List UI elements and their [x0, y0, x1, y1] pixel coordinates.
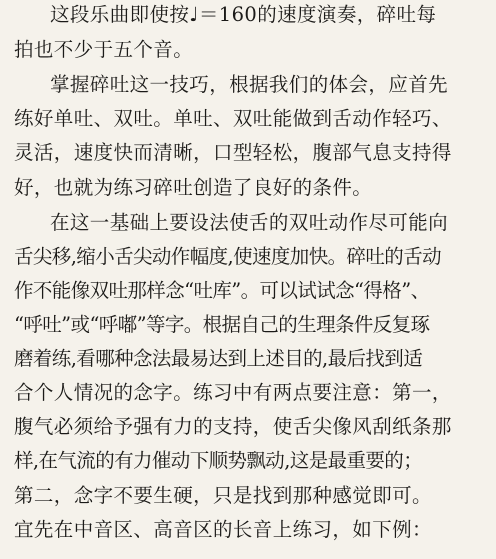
text-line-15: 第二，念字不要生硬，只是找到那种感觉即可。 — [14, 484, 432, 507]
text-line-12: 合个人情况的念字。练习中有两点要注意：第一， — [14, 381, 452, 404]
text-line-10: “呼吐”或“呼嘟”等字。根据自己的生理条件反复琢 — [14, 313, 430, 336]
text-line-11: 磨着练,看哪种念法最易达到上述目的,最后找到适 — [14, 347, 423, 370]
text-line-13: 腹气必须给予强有力的支持，使舌尖像风刮纸条那 — [14, 415, 452, 438]
text-line-8: 舌尖移,缩小舌尖动作幅度,使速度加快。碎吐的舌动 — [14, 245, 441, 268]
text-line-16: 宜先在中音区、高音区的长音上练习，如下例： — [14, 518, 432, 541]
text-line-14: 样,在气流的有力催动下顺势飘动,这是最重要的； — [14, 449, 423, 472]
text-line-2: 拍也不少于五个音。 — [14, 38, 194, 61]
text-line-5: 灵活，速度快而清晰，口型轻松，腹部气息支持得 — [14, 141, 452, 164]
text-line-3: 掌握碎吐这一技巧，根据我们的体会，应首先 — [50, 73, 449, 96]
text-line-1: 这段乐曲即使按♩＝160的速度演奏，碎吐每 — [50, 3, 437, 26]
text-line-4: 练好单吐、双吐。单吐、双吐能做到舌动作轻巧、 — [14, 107, 452, 130]
text-line-9: 作不能像双吐那样念“吐库”。可以试试念“得格”、 — [14, 279, 430, 302]
text-line-7: 在这一基础上要设法使舌的双吐动作尽可能向 — [50, 211, 449, 234]
text-line-6: 好，也就为练习碎吐创造了良好的条件。 — [14, 176, 373, 199]
